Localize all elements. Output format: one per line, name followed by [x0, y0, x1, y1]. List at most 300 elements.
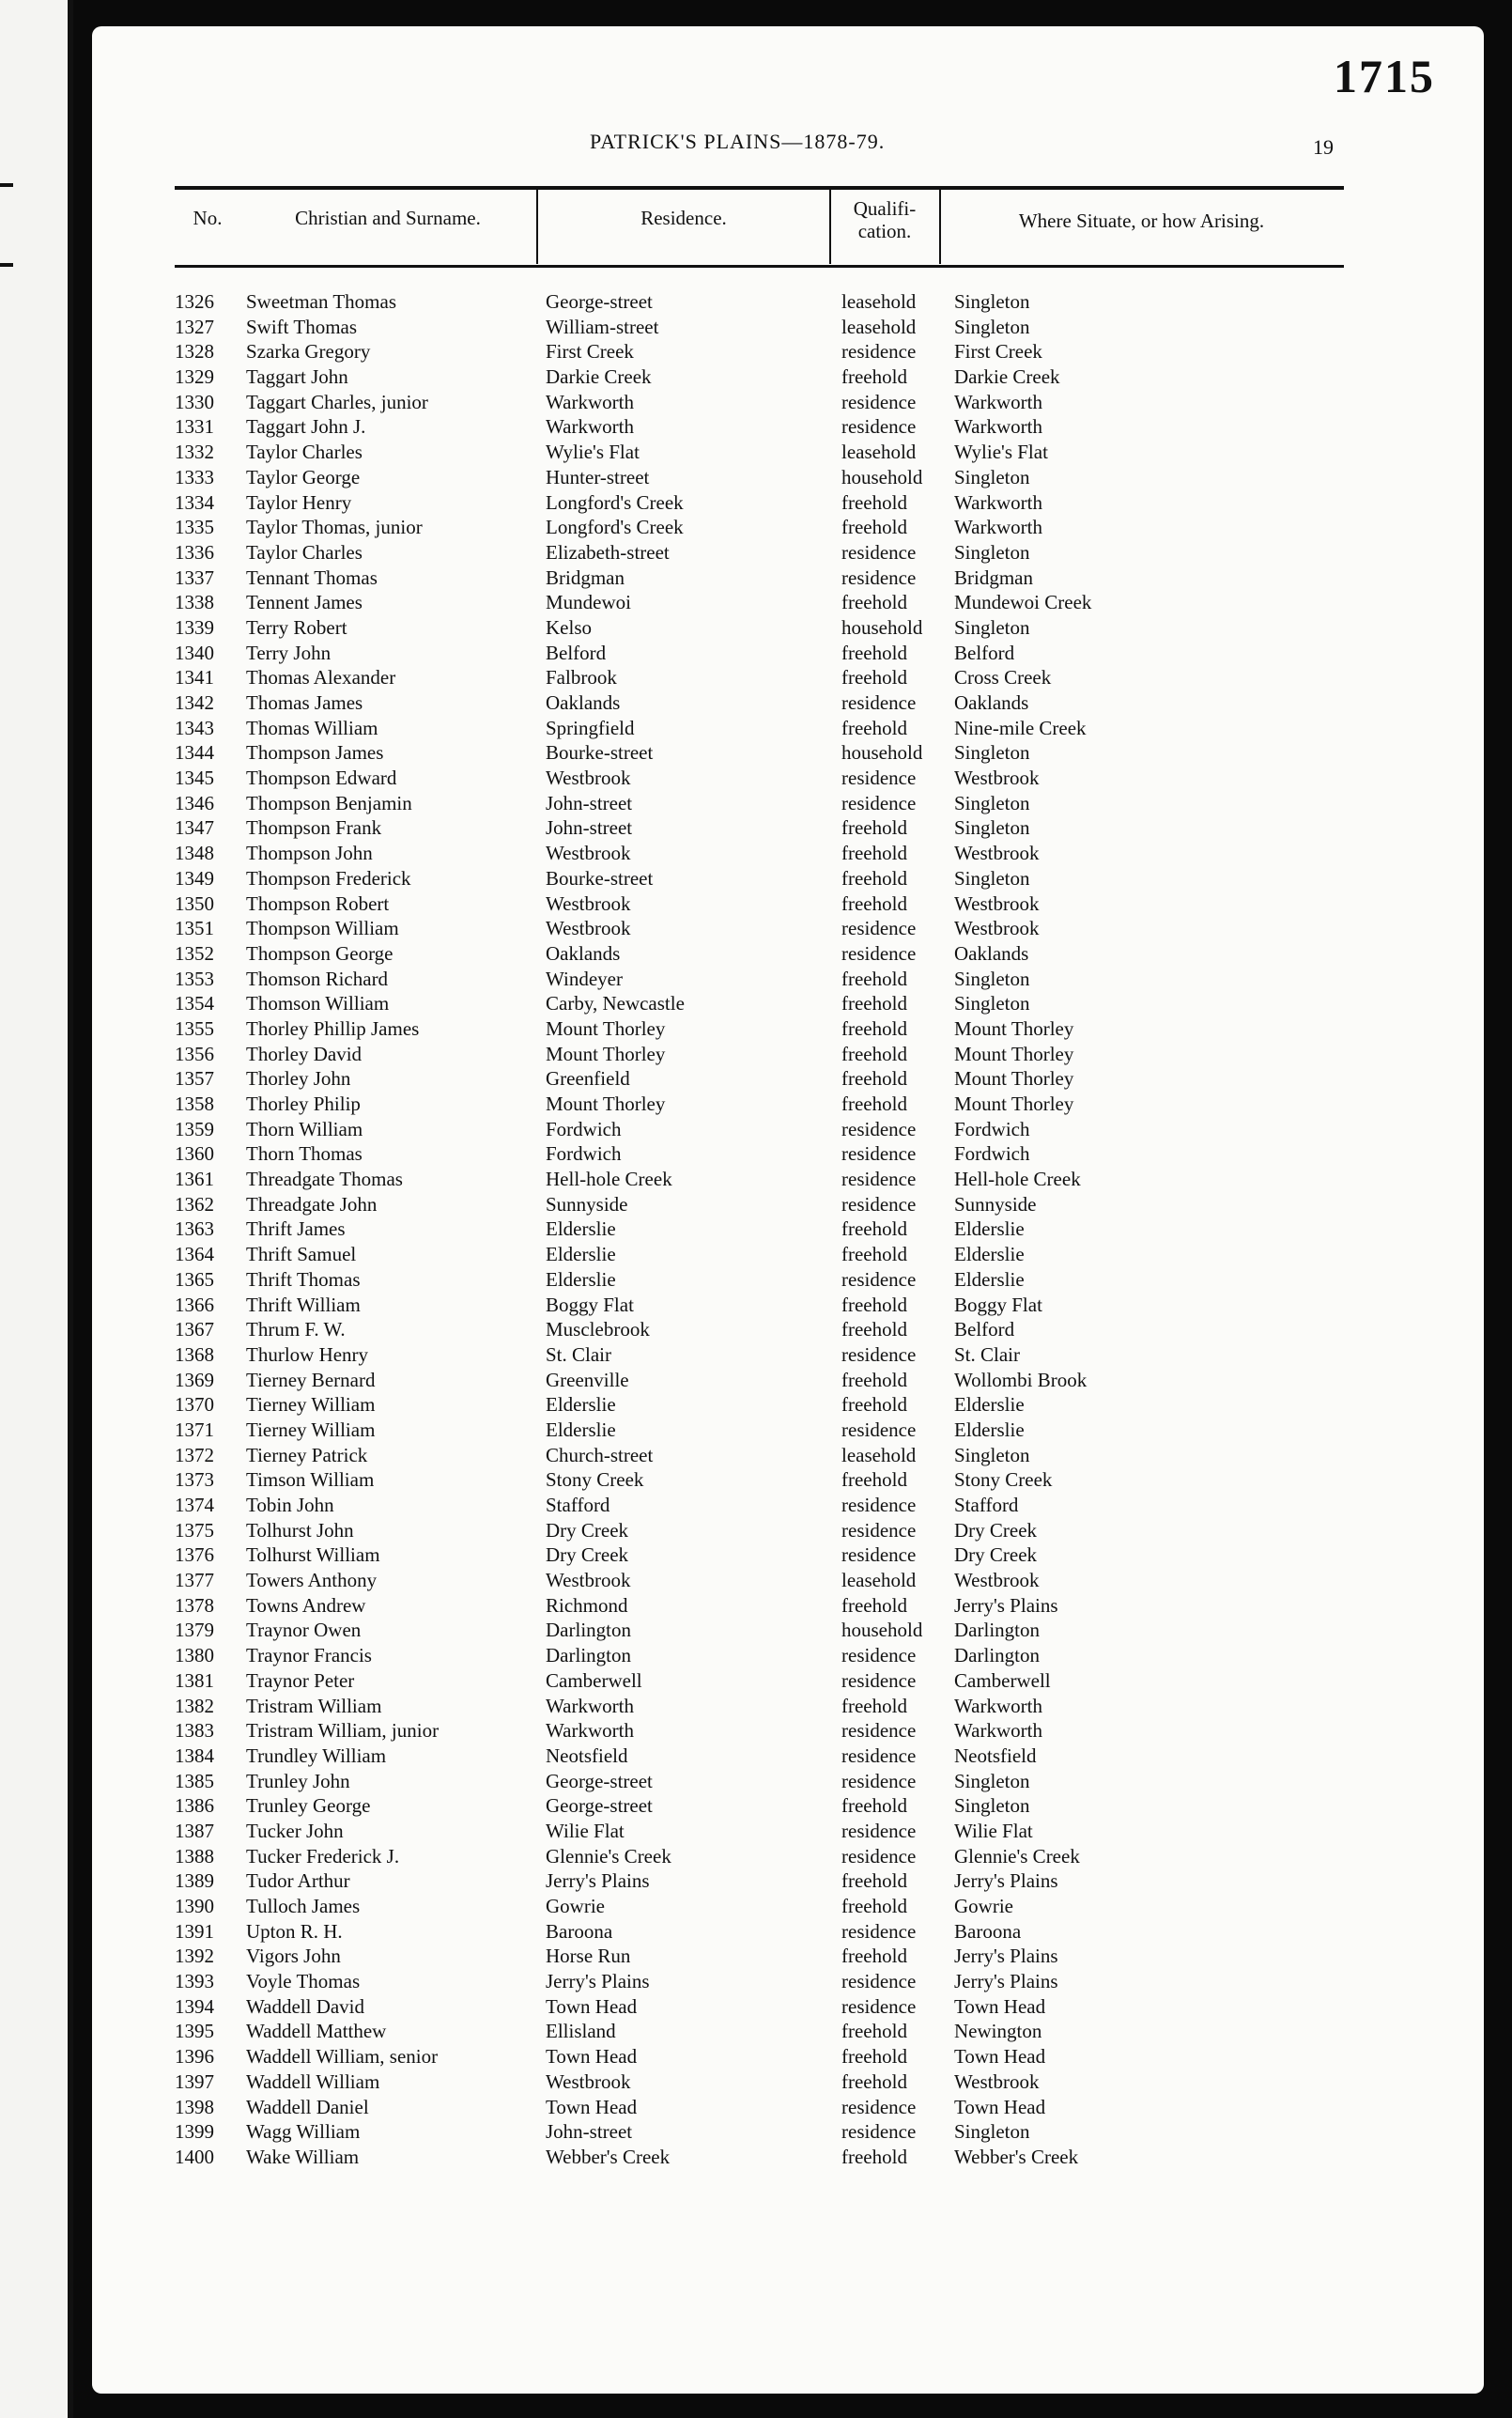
register-page [92, 26, 1484, 2394]
table-row [92, 2145, 1484, 2170]
entry-number: 1386 [175, 1794, 214, 1818]
elector-name: Thorn Thomas [246, 1142, 363, 1166]
entry-number: 1376 [175, 1543, 214, 1567]
entry-number: 1341 [175, 666, 214, 690]
residence: Town Head [546, 1994, 638, 2018]
where-situate: Westbrook [954, 767, 1040, 790]
table-row [92, 1392, 1484, 1418]
header-bottom-rule [175, 265, 1344, 268]
table-row [92, 1844, 1484, 1869]
column-divider [536, 189, 538, 264]
elector-name: Thompson John [246, 842, 373, 865]
elector-name: Wake William [246, 2145, 360, 2168]
where-situate: Westbrook [954, 1569, 1040, 1592]
elector-name: Trunley John [246, 1769, 350, 1792]
elector-name: Tierney William [246, 1418, 376, 1441]
table-row [92, 690, 1484, 716]
elector-name: Threadgate Thomas [246, 1168, 403, 1191]
residence: Warkworth [546, 1719, 634, 1743]
entry-number: 1344 [175, 741, 214, 765]
table-row [92, 1593, 1484, 1619]
qualification: freehold [841, 716, 907, 739]
qualification: freehold [841, 2145, 907, 2168]
where-situate: Singleton [954, 315, 1030, 338]
table-row [92, 1894, 1484, 1919]
qualification: freehold [841, 365, 907, 389]
elector-name: Thompson Edward [246, 767, 397, 790]
residence: John-street [546, 816, 633, 840]
elector-name: Thrift James [246, 1217, 346, 1241]
residence: Oaklands [546, 941, 621, 965]
residence: Dry Creek [546, 1543, 629, 1567]
table-row [92, 515, 1484, 540]
where-situate: Glennie's Creek [954, 1844, 1080, 1868]
elector-name: Tennant Thomas [246, 566, 378, 589]
entry-number: 1347 [175, 816, 214, 840]
entry-number: 1399 [175, 2120, 214, 2144]
residence: First Creek [546, 340, 634, 364]
entry-number: 1326 [175, 290, 214, 313]
where-situate: Oaklands [954, 691, 1029, 714]
table-row [92, 490, 1484, 516]
table-row [92, 1868, 1484, 1894]
table-row [92, 766, 1484, 791]
margin-mark [0, 263, 13, 267]
residence: Longford's Creek [546, 490, 684, 514]
where-situate: Singleton [954, 967, 1030, 990]
where-situate: Bridgman [954, 566, 1033, 589]
where-situate: Neotsfield [954, 1744, 1037, 1767]
qualification: residence [841, 941, 917, 965]
qualification: residence [841, 691, 917, 714]
table-row [92, 440, 1484, 465]
qualification: residence [841, 1518, 917, 1542]
residence: Mount Thorley [546, 1093, 666, 1115]
elector-name: Thompson Frederick [246, 866, 411, 890]
entry-number: 1350 [175, 891, 214, 915]
elector-name: Trunley George [246, 1794, 371, 1818]
entry-number: 1393 [175, 1970, 214, 1993]
entry-number: 1390 [175, 1895, 214, 1917]
entry-number: 1391 [175, 1919, 214, 1943]
qualification: freehold [841, 490, 907, 514]
elector-name: Taylor Thomas, junior [246, 516, 423, 539]
qualification: residence [841, 566, 917, 589]
entry-number: 1359 [175, 1117, 214, 1140]
elector-name: Tierney William [246, 1393, 376, 1417]
qualification: freehold [841, 1217, 907, 1241]
residence: George-street [546, 1769, 653, 1792]
where-situate: Singleton [954, 791, 1030, 814]
qualification: residence [841, 1168, 917, 1191]
qualification: residence [841, 1267, 917, 1291]
table-row [92, 1793, 1484, 1819]
where-situate: Darlington [954, 1619, 1040, 1642]
qualification: residence [841, 1543, 917, 1567]
where-situate: Town Head [954, 1994, 1046, 2018]
residence: Carby, Newcastle [546, 992, 685, 1015]
where-situate: Singleton [954, 1794, 1030, 1818]
table-row [92, 1518, 1484, 1543]
where-situate: Belford [954, 641, 1015, 664]
entry-number: 1365 [175, 1267, 214, 1291]
entry-number: 1342 [175, 691, 214, 714]
elector-name: Waddell Matthew [246, 2020, 387, 2043]
qualification: freehold [841, 1067, 907, 1091]
residence: Elderslie [546, 1393, 616, 1417]
elector-name: Thrift Samuel [246, 1243, 357, 1266]
residence: Greenfield [546, 1067, 630, 1091]
where-situate: Singleton [954, 2120, 1030, 2144]
entry-number: 1357 [175, 1067, 214, 1091]
qualification: freehold [841, 1393, 907, 1417]
table-row [92, 1066, 1484, 1092]
table-row [92, 1819, 1484, 1844]
where-situate: Cross Creek [954, 666, 1052, 690]
entry-number: 1363 [175, 1217, 214, 1241]
qualification: freehold [841, 891, 907, 915]
where-situate: Elderslie [954, 1267, 1025, 1291]
where-situate: St. Clair [954, 1342, 1021, 1366]
where-situate: Wollombi Brook [954, 1368, 1088, 1391]
where-situate: Dry Creek [954, 1543, 1038, 1567]
table-row [92, 2069, 1484, 2095]
residence: Sunnyside [546, 1192, 628, 1216]
page-number: 19 [1313, 135, 1334, 159]
table-row [92, 1467, 1484, 1493]
elector-name: Tristram William, junior [246, 1719, 440, 1743]
table-row [92, 1969, 1484, 1994]
elector-name: Threadgate John [246, 1192, 378, 1216]
entry-number: 1352 [175, 941, 214, 965]
table-row [92, 791, 1484, 816]
qualification: freehold [841, 1042, 907, 1065]
elector-name: Sweetman Thomas [246, 290, 397, 313]
residence: Belford [546, 641, 607, 664]
residence: Greenville [546, 1368, 629, 1391]
elector-name: Tierney Patrick [246, 1443, 368, 1466]
table-row [92, 1368, 1484, 1393]
entry-number: 1351 [175, 917, 214, 940]
table-row [92, 1643, 1484, 1668]
qualification: residence [841, 1668, 917, 1692]
residence: Boggy Flat [546, 1293, 634, 1316]
elector-name: Thomson William [246, 992, 390, 1015]
residence: Fordwich [546, 1142, 622, 1166]
qualification: residence [841, 390, 917, 413]
qualification: leasehold [841, 1569, 917, 1592]
entry-number: 1354 [175, 992, 214, 1015]
qualification: freehold [841, 842, 907, 865]
qualification: residence [841, 1142, 917, 1166]
qualification: residence [841, 1744, 917, 1767]
residence: Wilie Flat [546, 1819, 625, 1842]
residence: Westbrook [546, 842, 631, 865]
header-where: Where Situate, or how Arising. [1018, 209, 1265, 232]
residence: Richmond [546, 1593, 628, 1617]
elector-name: Taylor Henry [246, 490, 352, 514]
elector-name: Tierney Bernard [246, 1368, 376, 1391]
table-row [92, 2044, 1484, 2069]
entry-number: 1371 [175, 1418, 214, 1441]
table-row [92, 740, 1484, 766]
qualification: freehold [841, 816, 907, 840]
where-situate: Town Head [954, 2095, 1046, 2118]
elector-name: Taylor Charles [246, 441, 363, 464]
entry-number: 1397 [175, 2069, 214, 2093]
qualification: household [841, 1619, 923, 1642]
entry-number: 1400 [175, 2145, 214, 2168]
elector-name: Tucker John [246, 1819, 344, 1842]
table-row [92, 1042, 1484, 1067]
table-row [92, 390, 1484, 415]
table-row [92, 1769, 1484, 1794]
entry-number: 1374 [175, 1494, 214, 1516]
where-situate: Jerry's Plains [954, 1869, 1058, 1893]
residence: George-street [546, 290, 653, 313]
elector-name: Traynor Francis [246, 1644, 372, 1667]
elector-name: Thorley Phillip James [246, 1016, 420, 1040]
residence: Bridgman [546, 566, 625, 589]
elector-name: Towers Anthony [246, 1569, 378, 1592]
table-row [92, 665, 1484, 690]
entry-number: 1385 [175, 1769, 214, 1792]
where-situate: First Creek [954, 340, 1042, 364]
table-row [92, 1443, 1484, 1468]
where-situate: Jerry's Plains [954, 1970, 1058, 1993]
residence: Bourke-street [546, 866, 654, 890]
entry-number: 1381 [175, 1668, 214, 1692]
table-row [92, 1217, 1484, 1242]
entry-number: 1398 [175, 2095, 214, 2118]
qualification: residence [841, 2095, 917, 2118]
entry-number: 1383 [175, 1719, 214, 1743]
elector-name: Thorley David [246, 1042, 363, 1065]
table-row [92, 2019, 1484, 2044]
residence: Kelso [546, 615, 592, 639]
entry-number: 1345 [175, 767, 214, 790]
where-situate: Darkie Creek [954, 365, 1060, 389]
residence: Wylie's Flat [546, 441, 640, 464]
table-row [92, 590, 1484, 615]
entry-number: 1346 [175, 791, 214, 814]
residence: John-street [546, 2120, 633, 2144]
header-qualification: Qualifi- cation. [853, 197, 917, 242]
qualification: household [841, 615, 923, 639]
entry-number: 1384 [175, 1744, 214, 1767]
entry-number: 1333 [175, 465, 214, 488]
qualification: freehold [841, 516, 907, 539]
elector-name: Terry Robert [246, 615, 347, 639]
qualification: freehold [841, 967, 907, 990]
residence: Hell-hole Creek [546, 1168, 672, 1191]
residence: Longford's Creek [546, 516, 684, 539]
where-situate: Baroona [954, 1919, 1022, 1943]
qualification: residence [841, 415, 917, 439]
elector-name: Tolhurst William [246, 1543, 380, 1567]
elector-name: Trundley William [246, 1744, 387, 1767]
where-situate: Mount Thorley [954, 1042, 1074, 1065]
entry-number: 1369 [175, 1368, 214, 1391]
where-situate: Hell-hole Creek [954, 1168, 1081, 1191]
qualification: freehold [841, 1293, 907, 1316]
entry-number: 1348 [175, 842, 214, 865]
residence: Elderslie [546, 1418, 616, 1441]
elector-list [92, 289, 1484, 2170]
where-situate: Westbrook [954, 842, 1040, 865]
table-row [92, 1744, 1484, 1769]
where-situate: Warkworth [954, 390, 1042, 413]
where-situate: Newington [954, 2020, 1042, 2043]
where-situate: Boggy Flat [954, 1293, 1042, 1316]
qualification: residence [841, 340, 917, 364]
elector-name: Thorley Philip [246, 1093, 361, 1115]
residence: Westbrook [546, 917, 631, 940]
qualification: household [841, 465, 923, 488]
column-divider [829, 189, 831, 264]
qualification: residence [841, 1418, 917, 1441]
where-situate: Elderslie [954, 1243, 1025, 1266]
entry-number: 1338 [175, 591, 214, 614]
table-row [92, 1167, 1484, 1192]
table-row [92, 1192, 1484, 1217]
residence: Ellisland [546, 2020, 616, 2043]
elector-name: Swift Thomas [246, 315, 358, 338]
where-situate: Elderslie [954, 1217, 1025, 1241]
table-row [92, 1242, 1484, 1267]
qualification: residence [841, 1719, 917, 1743]
residence: Dry Creek [546, 1518, 629, 1542]
where-situate: Town Head [954, 2045, 1046, 2069]
qualification: residence [841, 1994, 917, 2018]
table-row [92, 2095, 1484, 2120]
elector-name: Waddell Daniel [246, 2095, 369, 2118]
where-situate: Mount Thorley [954, 1067, 1074, 1091]
qualification: freehold [841, 1895, 907, 1917]
residence: William-street [546, 315, 659, 338]
where-situate: Elderslie [954, 1393, 1025, 1417]
table-row [92, 967, 1484, 992]
elector-name: Vigors John [246, 1945, 341, 1968]
where-situate: Westbrook [954, 2069, 1040, 2093]
table-row [92, 1342, 1484, 1368]
where-situate: Fordwich [954, 1142, 1030, 1166]
elector-name: Szarka Gregory [246, 340, 371, 364]
residence: Mount Thorley [546, 1016, 666, 1040]
residence: Elderslie [546, 1217, 616, 1241]
where-situate: Nine-mile Creek [954, 716, 1087, 739]
qualification: freehold [841, 2069, 907, 2093]
where-situate: Warkworth [954, 1694, 1042, 1717]
entry-number: 1370 [175, 1393, 214, 1417]
qualification: residence [841, 1819, 917, 1842]
where-situate: Elderslie [954, 1418, 1025, 1441]
elector-name: Tennent James [246, 591, 363, 614]
qualification: leasehold [841, 441, 917, 464]
residence: Westbrook [546, 2069, 631, 2093]
where-situate: Singleton [954, 465, 1030, 488]
table-row [92, 364, 1484, 390]
residence: Horse Run [546, 1945, 631, 1968]
table-row [92, 641, 1484, 666]
header-name: Christian and Surname. [295, 207, 481, 229]
where-situate: Wylie's Flat [954, 441, 1048, 464]
qualification: freehold [841, 1694, 907, 1717]
residence: Elderslie [546, 1243, 616, 1266]
qualification: freehold [841, 591, 907, 614]
residence: Westbrook [546, 1569, 631, 1592]
where-situate: Westbrook [954, 917, 1040, 940]
elector-name: Thompson George [246, 941, 393, 965]
qualification: freehold [841, 1243, 907, 1266]
table-row [92, 1668, 1484, 1694]
where-situate: Mundewoi Creek [954, 591, 1092, 614]
table-row [92, 1016, 1484, 1042]
elector-name: Towns Andrew [246, 1593, 366, 1617]
where-situate: Jerry's Plains [954, 1945, 1058, 1968]
entry-number: 1329 [175, 365, 214, 389]
table-row [92, 1994, 1484, 2020]
table-row [92, 1694, 1484, 1719]
residence: Oaklands [546, 691, 621, 714]
entry-number: 1378 [175, 1593, 214, 1617]
where-situate: Webber's Creek [954, 2145, 1079, 2168]
entry-number: 1382 [175, 1694, 214, 1717]
elector-name: Taylor George [246, 465, 361, 488]
elector-name: Thrift Thomas [246, 1267, 361, 1291]
where-situate: Warkworth [954, 490, 1042, 514]
qualification: freehold [841, 1368, 907, 1391]
qualification: freehold [841, 992, 907, 1015]
elector-name: Taggart John [246, 365, 348, 389]
qualification: household [841, 741, 923, 765]
entry-number: 1339 [175, 615, 214, 639]
qualification: freehold [841, 1016, 907, 1040]
entry-number: 1387 [175, 1819, 214, 1842]
where-situate: Warkworth [954, 415, 1042, 439]
table-row [92, 1092, 1484, 1117]
elector-name: Taylor Charles [246, 540, 363, 564]
elector-name: Taggart Charles, junior [246, 390, 428, 413]
qualification: leasehold [841, 1443, 917, 1466]
residence: Stafford [546, 1494, 610, 1516]
residence: Elizabeth-street [546, 540, 670, 564]
entry-number: 1327 [175, 315, 214, 338]
table-row [92, 315, 1484, 340]
residence: Jerry's Plains [546, 1970, 650, 1993]
entry-number: 1361 [175, 1168, 214, 1191]
entry-number: 1330 [175, 390, 214, 413]
table-row [92, 414, 1484, 440]
residence: Glennie's Creek [546, 1844, 671, 1868]
table-row [92, 1293, 1484, 1318]
where-situate: Warkworth [954, 1719, 1042, 1743]
residence: Elderslie [546, 1267, 616, 1291]
qualification: freehold [841, 1093, 907, 1115]
qualification: residence [841, 1117, 917, 1140]
entry-number: 1366 [175, 1293, 214, 1316]
elector-name: Thomas Alexander [246, 666, 396, 690]
table-row [92, 465, 1484, 490]
residence: Webber's Creek [546, 2145, 671, 2168]
residence: Warkworth [546, 415, 634, 439]
elector-name: Waddell David [246, 1994, 365, 2018]
table-row [92, 1919, 1484, 1945]
qualification: freehold [841, 1318, 907, 1341]
residence: Church-street [546, 1443, 654, 1466]
qualification: freehold [841, 2020, 907, 2043]
entry-number: 1337 [175, 566, 214, 589]
